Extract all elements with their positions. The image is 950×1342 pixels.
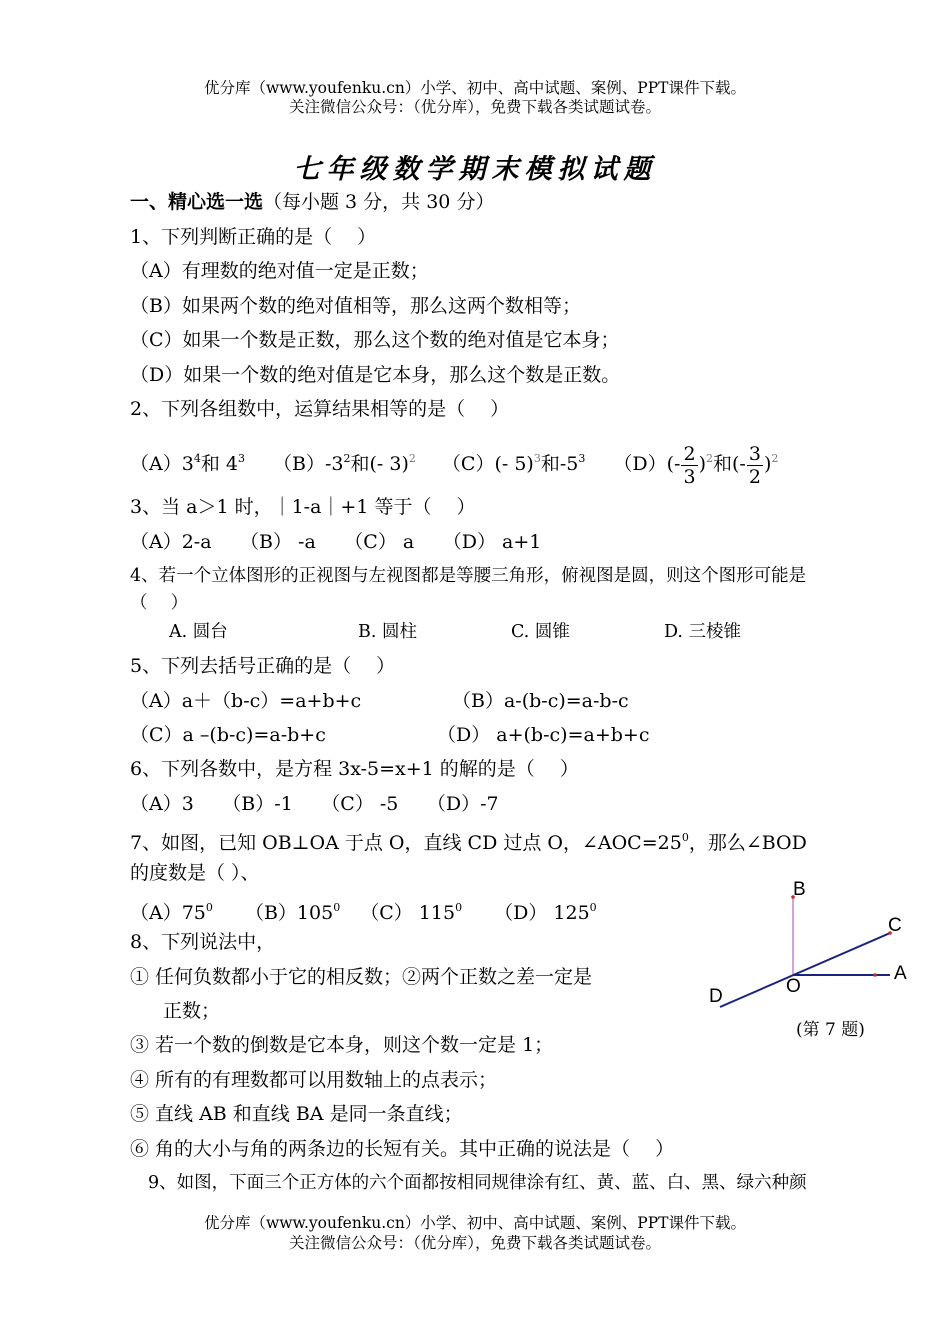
point-a <box>873 973 877 977</box>
q1-option-c: （C）如果一个数是正数，那么这个数的绝对值是它本身； <box>130 329 620 351</box>
q7-stem-continued: 的度数是（ ）、 <box>130 862 260 884</box>
q8-statement-1-2: ① 任何负数都小于它的相反数；②两个正数之差一定是 <box>130 966 593 988</box>
q7-option-a: $(A)75^0$ <box>130 901 213 924</box>
q8-statement-6: ⑥ 角的大小与角的两条边的长短有关。其中正确的说法是（ ） <box>130 1138 675 1160</box>
q4-stem-continued: （ ） <box>130 593 189 613</box>
figure-caption: (第 7 题) <box>796 1020 865 1040</box>
line-cd <box>720 933 890 1007</box>
header-line-1: 优分库（www.youfenku.cn）小学、初中、高中试题、案例、PPT课件下载。 <box>203 79 747 97</box>
footer-line-2: 关注微信公众号：（优分库），免费下载各类试题试卷。 <box>288 1234 661 1252</box>
fraction-two-thirds: $\frac{2}{3}$ <box>683 442 696 488</box>
q3-stem: 3、当 a＞1 时，｜1-a｜+1 等于（ ） <box>130 496 476 518</box>
header-line-2: 关注微信公众号：（优分库），免费下载各类试题试卷。 <box>288 98 661 116</box>
label-a: A <box>894 963 907 984</box>
q2-option-a: $(A)3^4$和 $4^3$ <box>130 452 245 475</box>
q4-option-d: D. 三棱锥 <box>664 622 742 642</box>
q5-option-c: （C）a –(b-c)=a-b+c <box>130 724 326 746</box>
q3-options: （A）2-a （B） -a （C） a （D） a+1 <box>130 531 542 553</box>
label-d: D <box>709 986 723 1007</box>
q8-statement-3: ③ 若一个数的倒数是它本身，则这个数一定是 1； <box>130 1034 554 1056</box>
section-1-heading <box>130 190 494 214</box>
q8-statement-5: ⑤ 直线 AB 和直线 BA 是同一条直线； <box>130 1103 463 1125</box>
q4-stem: 4、若一个立体图形的正视图与左视图都是等腰三角形，俯视图是圆，则这个图形可能是 <box>130 566 807 586</box>
label-c: C <box>888 915 902 936</box>
q8-stem: 8、下列说法中， <box>130 931 276 953</box>
footer-line-1: 优分库（www.youfenku.cn）小学、初中、高中试题、案例、PPT课件下载。 <box>203 1214 747 1232</box>
q7-option-b: $(B)105^0$ <box>244 901 341 924</box>
q5-option-d: （D） a+(b-c)=a+b+c <box>437 724 650 746</box>
q8-statement-4: ④ 所有的有理数都可以用数轴上的点表示； <box>130 1069 498 1091</box>
q7-option-d: （D） $125^0$ <box>494 901 597 924</box>
q1-stem: 1、下列判断正确的是（ ） <box>130 226 377 248</box>
q7-stem: 7、如图，已知 OB⊥OA 于点 O，直线 CD 过点 O，$\angle AOC=25^0$，那么∠BOD <box>130 831 807 854</box>
q1-option-d: （D）如果一个数的绝对值是它本身，那么这个数是正数。 <box>130 364 621 386</box>
q7-options <box>130 896 597 925</box>
q2-option-b: $(B)-3^2$和(- 3)$^2$ <box>273 452 416 475</box>
q8-statement-2-end: 正数； <box>163 1000 221 1022</box>
q4-option-a: A. 圆台 <box>169 622 228 642</box>
q5-option-b: （B）a-(b-c)=a-b-c <box>452 690 629 712</box>
q4-option-b: B. 圆柱 <box>358 622 417 642</box>
q1-option-b: （B）如果两个数的绝对值相等，那么这两个数相等； <box>130 295 581 317</box>
section-1-title: 一、精心选一选 <box>130 191 264 213</box>
label-o: O <box>786 976 801 997</box>
fraction-three-halves: $\frac{3}{2}$ <box>748 442 761 488</box>
label-b: B <box>793 879 806 900</box>
q5-stem: 5、下列去括号正确的是（ ） <box>130 655 396 677</box>
q9-stem: 9、如图，下面三个正方体的六个面都按相同规律涂有红、黄、蓝、白、黑、绿六种颜 <box>148 1173 807 1193</box>
q2-options <box>130 436 778 488</box>
q6-stem: 6、下列各数中，是方程 3x-5=x+1 的解的是（ ） <box>130 758 579 780</box>
page-title: 七年级数学期末模拟试题 <box>293 154 657 185</box>
q2-option-d: （D）(- $\frac{2}{3}$ )$^2$和(- $\frac{3}{2}$ )$^2$ <box>613 442 779 488</box>
q7-option-c: （C） $115^0$ <box>360 901 463 924</box>
q6-options: （A）3 （B）-1 （C） -5 （D）-7 <box>130 793 499 815</box>
q2-stem: 2、下列各组数中，运算结果相等的是（ ） <box>130 398 510 420</box>
q4-option-c: C. 圆锥 <box>511 622 570 642</box>
q2-option-c: （C）(- 5)$^3$和$-5^3$ <box>441 452 586 475</box>
q1-option-a: （A）有理数的绝对值一定是正数； <box>130 260 429 282</box>
q5-option-a: （A）a＋（b-c）=a+b+c <box>130 690 362 712</box>
section-1-note: （每小题 3 分，共 30 分） <box>263 191 495 213</box>
